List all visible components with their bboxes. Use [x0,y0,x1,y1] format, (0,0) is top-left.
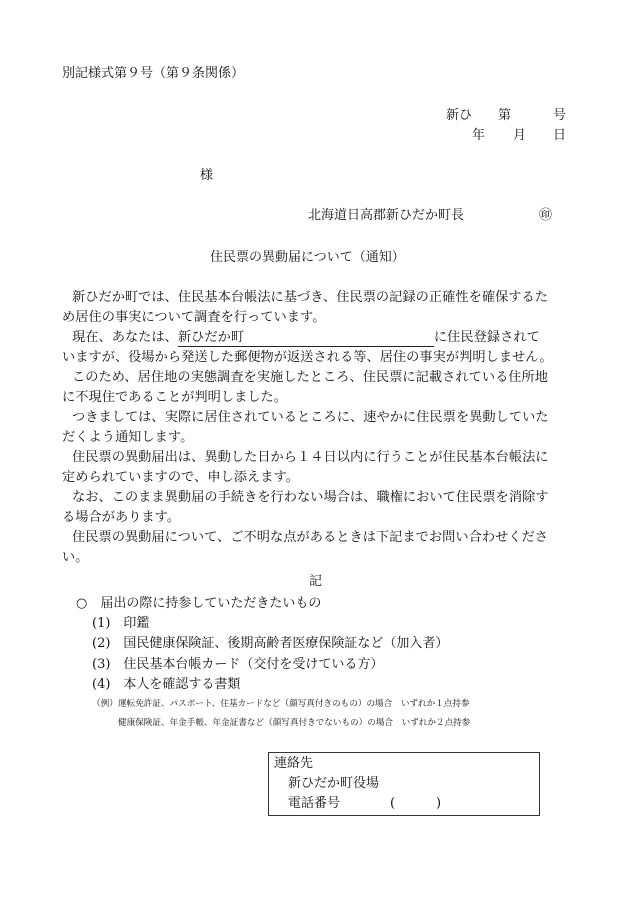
list-item: (1) 印鑑 [92,616,150,631]
paragraph-line: このため、居住地の実態調査を実施したところ、住民票に記載されている住所地 [72,370,549,385]
paragraph-line: つきましては、実際に居住されているところに、速やかに住民票を異動していた [72,410,549,425]
date-month: 月 [513,128,527,143]
date-year: 年 [472,128,486,143]
paragraph-line: に不現住であることが判明しました。 [62,390,288,405]
paragraph-line: いますが、役場から発送した郵便物が返送される等、居住の事実が判明しません。 [62,350,553,365]
ki-heading: 記 [309,574,323,589]
address-text: 新ひだか町 [177,330,245,345]
paragraph-line: 住民票の異動届出は、異動した日から１４日以内に行うことが住民基本台帳法に [72,450,549,465]
contact-phone-label: 電話番号 [288,796,341,811]
date-day: 日 [553,128,567,143]
items-heading: ○ 届出の際に持参していただきたいもの [76,596,322,611]
example-line: 運転免許証、パスポート、住基カードなど（顔写真付きのもの）の場合 いずれか１点持参 [118,699,470,709]
paragraph-line: め居住の事実について調査を行っています。 [62,310,326,325]
form-number: 別記様式第９号（第９条関係） [62,66,245,81]
contact-box [268,752,540,816]
sender: 北海道日高郡新ひだか町長 [308,208,465,223]
text-segment: 現在、あなたは、 [72,330,178,345]
recipient-suffix: 様 [200,168,214,183]
paragraph-line [72,328,540,348]
ref-go: 号 [553,108,567,123]
list-item: (4) 本人を確認する書類 [92,677,241,692]
paragraph-line: だくよう通知します。 [62,430,194,445]
ref-prefix: 新ひ [446,108,473,123]
phone-open-paren: ( [390,796,396,811]
page-title: 住民票の異動届について（通知） [210,250,405,265]
address-blank [178,330,434,347]
paragraph-line: る場合があります。 [62,510,181,525]
paragraph-line: なお、このまま異動届の手続きを行わない場合は、職権において住民票を消除す [72,490,549,505]
paragraph-line: い。 [62,550,89,565]
paragraph-line: 住民票の異動届について、ご不明な点があるときは下記までお問い合わせくださ [72,530,549,545]
contact-office: 新ひだか町役場 [288,776,380,791]
seal-mark: ㊞ [539,208,553,223]
ref-dai: 第 [498,108,512,123]
example-line: 健康保険証、年金手帳、年金証書など（顔写真付きでないもの）の場合 いずれか２点持参 [118,718,471,728]
list-item: (2) 国民健康保険証、後期高齢者医療保険証など（加入者） [92,636,449,651]
paragraph-line: 新ひだか町では、住民基本台帳法に基づき、住民票の記録の正確性を確保するた [72,290,549,305]
text-segment: に住民登録されて [433,330,540,345]
list-item: (3) 住民基本台帳カード（交付を受けている方） [92,657,384,672]
paragraph-line: 定められていますので、申し添えます。 [62,470,299,485]
contact-heading: 連絡先 [274,756,314,771]
phone-close-paren: ) [436,796,442,811]
example-label: （例） [92,699,118,709]
